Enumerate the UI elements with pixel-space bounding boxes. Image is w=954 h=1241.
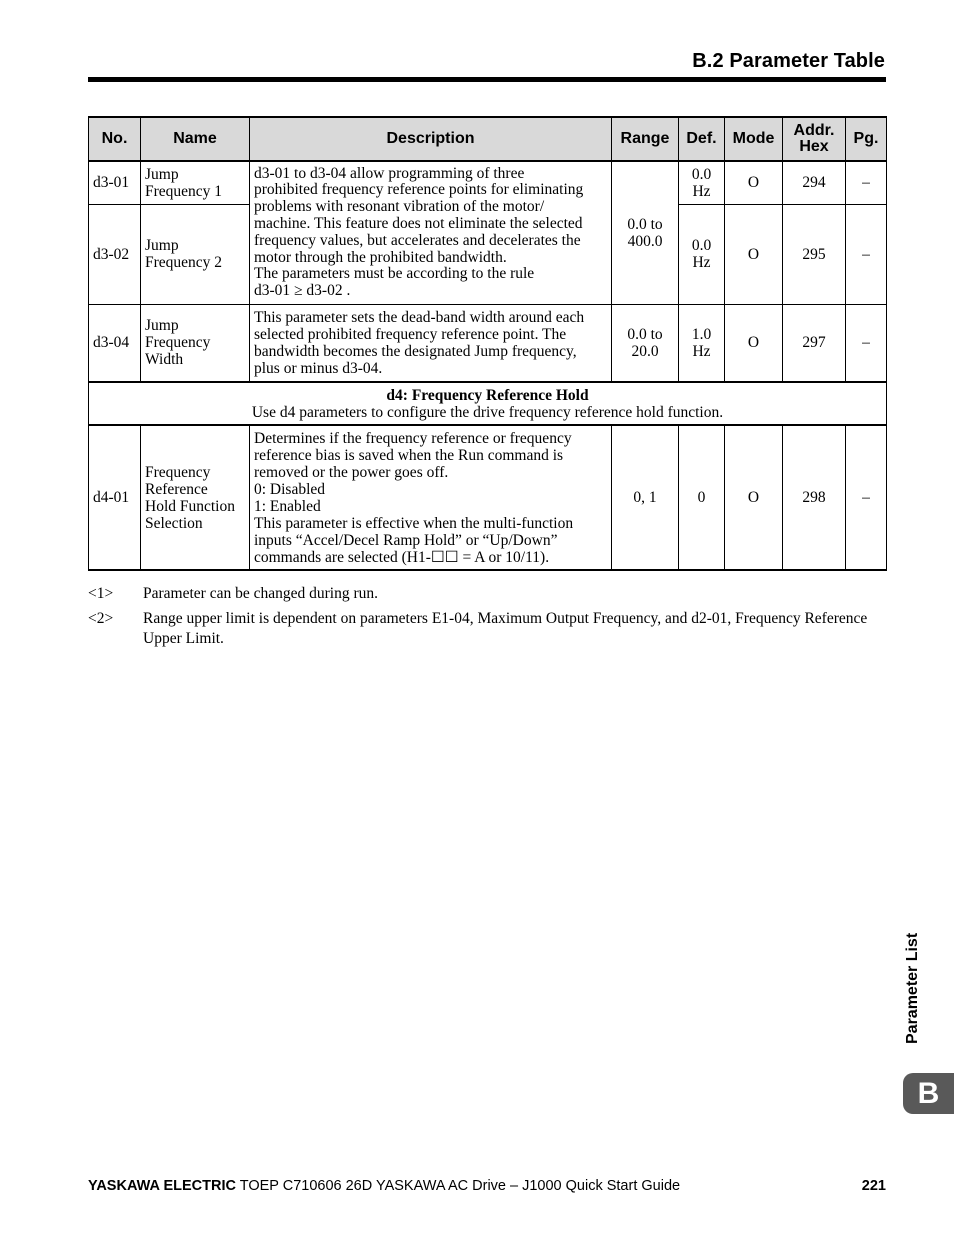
col-header-description: Description [250,117,612,161]
description-line: reference bias is saved when the Run command is [254,446,564,464]
footnote [88,609,888,649]
description-line: frequency values, but accelerates and decelerates the [254,231,581,249]
param-range: 0.0 to 400.0 [612,161,679,304]
description-line: motor through the prohibited bandwidth. [254,248,507,266]
param-range: 0, 1 [612,425,679,570]
param-page: – [846,425,887,570]
footnotes [88,584,888,654]
appendix-tab: B [903,1073,954,1114]
col-header-page: Pg. [846,117,887,161]
table-row [89,161,887,204]
col-header-mode: Mode [725,117,783,161]
table-row [89,304,887,382]
param-no: d3-01 [89,161,141,204]
description-line: plus or minus d3-04. [254,359,383,377]
footnote-text: Range upper limit is dependent on parameters E1-04, Maximum Output Frequency, and d2-01, Frequency Reference Upper Limit. [143,610,868,647]
param-name: Frequency Reference Hold Function Selection [141,425,250,570]
col-header-no: No. [89,117,141,161]
param-address: 298 [783,425,846,570]
description-line: d3-01 ≥ d3-02 . [254,282,351,300]
footnote-text: Parameter can be changed during run. [143,585,378,602]
param-address: 294 [783,161,846,204]
description-line: 1: Enabled [254,497,321,515]
description-line: problems with resonant vibration of the motor/ [254,198,545,216]
footnote-mark: <1> [88,585,114,602]
footnote-mark: <2> [88,610,114,627]
table-header-row [89,117,887,161]
param-mode: O [725,204,783,304]
param-mode: O [725,161,783,204]
description-line: selected prohibited frequency reference point. The [254,325,567,343]
col-header-addr-hex: Addr. Hex [783,117,846,161]
param-address: 295 [783,204,846,304]
group-subtitle: Use d4 parameters to configure the drive frequency reference hold function. [251,404,724,421]
description-line: commands are selected (H1-☐☐ = A or 10/11). [254,548,550,566]
footnote [88,584,888,604]
description-line: Determines if the frequency reference or frequency [254,429,572,447]
description-line: machine. This feature does not eliminate the selected [254,214,583,232]
param-description [250,161,612,304]
param-default: 1.0 Hz [679,304,725,382]
param-no: d4-01 [89,425,141,570]
group-title: d4: Frequency Reference Hold [386,387,589,404]
page-footer [88,1178,886,1194]
description-line: removed or the power goes off. [254,463,449,481]
page-number: 221 [861,1178,886,1194]
section-title: B.2 Parameter Table [692,50,885,72]
param-default: 0.0 Hz [679,161,725,204]
description-line: d3-01 to d3-04 allow programming of three [254,164,525,182]
param-address: 297 [783,304,846,382]
table-row [89,425,887,570]
param-description [250,304,612,382]
param-mode: O [725,425,783,570]
param-no: d3-04 [89,304,141,382]
param-page: – [846,161,887,204]
param-range: 0.0 to 20.0 [612,304,679,382]
param-name: Jump Frequency Width [141,304,250,382]
param-name: Jump Frequency 2 [141,204,250,304]
col-header-range: Range [612,117,679,161]
param-page: – [846,304,887,382]
param-name: Jump Frequency 1 [141,161,250,204]
col-header-default: Def. [679,117,725,161]
description-line: This parameter is effective when the multi-function [254,514,574,532]
description-line: This parameter sets the dead-band width around each [254,308,585,326]
param-default: 0 [679,425,725,570]
title-rule [88,77,886,82]
description-line: inputs “Accel/Decel Ramp Hold” or “Up/Down” [254,531,558,549]
group-header-row [89,382,887,425]
col-header-name: Name [141,117,250,161]
group-header [89,382,887,425]
param-page: – [846,204,887,304]
description-line: bandwidth becomes the designated Jump frequency, [254,342,577,360]
description-line: The parameters must be according to the rule [254,265,535,283]
description-line: prohibited frequency reference points for eliminating [254,181,584,199]
param-mode: O [725,304,783,382]
side-section-label: Parameter List [904,932,921,1044]
param-description [250,425,612,570]
param-default: 0.0 Hz [679,204,725,304]
parameter-table [88,116,887,571]
footer-document: TOEP C710606 26D YASKAWA AC Drive – J1000 Quick Start Guide [235,1178,681,1194]
description-line: 0: Disabled [254,480,326,498]
footer-brand: YASKAWA ELECTRIC [88,1178,236,1194]
param-no: d3-02 [89,204,141,304]
